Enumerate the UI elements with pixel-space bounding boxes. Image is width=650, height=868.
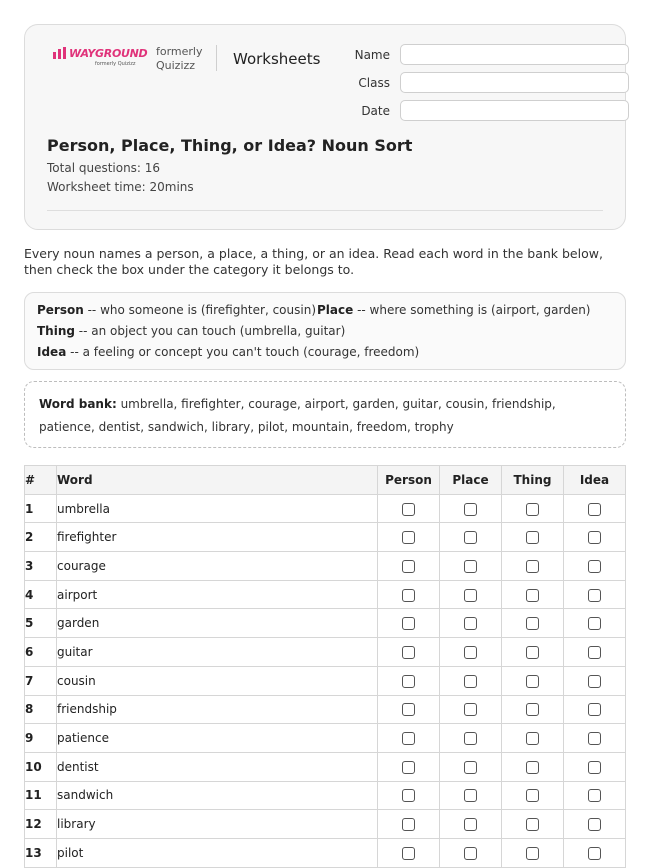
place-checkbox[interactable] [464,847,477,860]
word-bank-words: umbrella, firefighter, courage, airport, garden, guitar, cousin, friendship, patience, dentist, sandwich, library, pilot, mountain, freedom, trophy [39,397,556,434]
thing-cell [502,724,564,753]
row-word: firefighter [57,523,378,552]
date-field[interactable] [400,100,629,121]
word-bank [24,381,626,448]
person-checkbox[interactable] [402,560,415,573]
table-row [25,494,626,523]
thing-cell [502,494,564,523]
person-cell [378,494,440,523]
header-divider [216,45,217,71]
thing-checkbox[interactable] [526,761,539,774]
person-cell [378,552,440,581]
place-cell [440,838,502,867]
row-word: dentist [57,752,378,781]
idea-cell [564,638,626,667]
thing-checkbox[interactable] [526,560,539,573]
row-word: pilot [57,838,378,867]
thing-checkbox[interactable] [526,675,539,688]
thing-cell [502,666,564,695]
idea-checkbox[interactable] [588,703,601,716]
idea-checkbox[interactable] [588,503,601,516]
place-cell [440,781,502,810]
person-checkbox[interactable] [402,732,415,745]
row-word: sandwich [57,781,378,810]
thing-cell [502,552,564,581]
place-cell [440,695,502,724]
place-checkbox[interactable] [464,789,477,802]
logo-bars-icon [53,47,69,59]
date-label: Date [361,104,390,118]
row-word: guitar [57,638,378,667]
person-cell [378,638,440,667]
place-checkbox[interactable] [464,589,477,602]
table-row [25,724,626,753]
idea-checkbox[interactable] [588,531,601,544]
idea-checkbox[interactable] [588,617,601,630]
row-word: friendship [57,695,378,724]
table-header-row [25,466,626,495]
thing-cell [502,580,564,609]
place-checkbox[interactable] [464,531,477,544]
header-place: Place [440,466,502,495]
noun-sort-table [24,465,626,868]
idea-cell [564,666,626,695]
definition-idea: Idea -- a feeling or concept you can't touch (courage, freedom) [37,345,420,359]
row-word: airport [57,580,378,609]
table-row [25,666,626,695]
thing-checkbox[interactable] [526,617,539,630]
place-checkbox[interactable] [464,560,477,573]
person-checkbox[interactable] [402,761,415,774]
wayground-logo [53,47,148,73]
idea-checkbox[interactable] [588,675,601,688]
idea-cell [564,609,626,638]
name-label: Name [354,48,390,62]
thing-cell [502,638,564,667]
person-checkbox[interactable] [402,789,415,802]
header-idea: Idea [564,466,626,495]
worksheet-time: Worksheet time: 20mins [47,180,194,194]
definition-person: Person -- who someone is (firefighter, cousin) [37,303,316,317]
thing-checkbox[interactable] [526,503,539,516]
section-title: Worksheets [233,50,321,68]
idea-cell [564,695,626,724]
person-cell [378,838,440,867]
place-checkbox[interactable] [464,646,477,659]
row-number: 2 [25,523,57,552]
row-word: cousin [57,666,378,695]
row-number: 7 [25,666,57,695]
place-cell [440,638,502,667]
place-cell [440,552,502,581]
row-number: 1 [25,494,57,523]
place-checkbox[interactable] [464,732,477,745]
person-checkbox[interactable] [402,703,415,716]
row-word: umbrella [57,494,378,523]
idea-cell [564,838,626,867]
person-cell [378,724,440,753]
worksheet-title: Person, Place, Thing, or Idea? Noun Sort [47,136,413,155]
person-checkbox[interactable] [402,847,415,860]
person-checkbox[interactable] [402,675,415,688]
idea-cell [564,781,626,810]
table-row [25,695,626,724]
table-row [25,580,626,609]
person-cell [378,609,440,638]
logo-text: WAYGROUND [69,47,148,60]
definition-thing: Thing -- an object you can touch (umbrella, guitar) [37,324,346,338]
thing-checkbox[interactable] [526,847,539,860]
table-row [25,810,626,839]
thing-cell [502,752,564,781]
place-checkbox[interactable] [464,761,477,774]
row-number: 3 [25,552,57,581]
thing-cell [502,695,564,724]
place-cell [440,666,502,695]
row-word: garden [57,609,378,638]
idea-checkbox[interactable] [588,560,601,573]
thing-cell [502,810,564,839]
place-checkbox[interactable] [464,675,477,688]
place-checkbox[interactable] [464,617,477,630]
row-word: library [57,810,378,839]
idea-checkbox[interactable] [588,761,601,774]
thing-checkbox[interactable] [526,531,539,544]
idea-cell [564,724,626,753]
person-checkbox[interactable] [402,646,415,659]
idea-checkbox[interactable] [588,818,601,831]
thing-checkbox[interactable] [526,818,539,831]
idea-cell [564,523,626,552]
thing-cell [502,838,564,867]
header-word: Word [57,466,378,495]
place-cell [440,609,502,638]
idea-cell [564,580,626,609]
total-questions: Total questions: 16 [47,161,161,175]
idea-checkbox[interactable] [588,732,601,745]
person-cell [378,666,440,695]
thing-checkbox[interactable] [526,646,539,659]
thing-checkbox[interactable] [526,789,539,802]
place-cell [440,724,502,753]
row-number: 6 [25,638,57,667]
thing-checkbox[interactable] [526,732,539,745]
word-bank-label: Word bank: [39,397,117,411]
row-number: 13 [25,838,57,867]
formerly-note: formerly Quizizz [156,45,203,72]
place-cell [440,523,502,552]
row-number: 8 [25,695,57,724]
idea-cell [564,494,626,523]
definitions-box [24,292,626,370]
idea-cell [564,552,626,581]
person-cell [378,752,440,781]
person-cell [378,781,440,810]
person-cell [378,810,440,839]
thing-cell [502,609,564,638]
idea-checkbox[interactable] [588,646,601,659]
header-person: Person [378,466,440,495]
table-row [25,609,626,638]
worksheet-header [24,24,626,230]
name-field[interactable] [400,44,629,65]
place-cell [440,494,502,523]
row-number: 9 [25,724,57,753]
place-checkbox[interactable] [464,503,477,516]
thing-cell [502,523,564,552]
table-row [25,838,626,867]
table-row [25,638,626,667]
header-rule [47,210,603,211]
place-cell [440,580,502,609]
idea-checkbox[interactable] [588,789,601,802]
idea-checkbox[interactable] [588,589,601,602]
person-checkbox[interactable] [402,818,415,831]
idea-cell [564,752,626,781]
definition-place: Place -- where something is (airport, garden) [317,303,591,317]
table-row [25,523,626,552]
place-checkbox[interactable] [464,818,477,831]
idea-cell [564,810,626,839]
person-cell [378,695,440,724]
thing-cell [502,781,564,810]
person-checkbox[interactable] [402,617,415,630]
class-field[interactable] [400,72,629,93]
header-thing: Thing [502,466,564,495]
thing-checkbox[interactable] [526,589,539,602]
row-word: courage [57,552,378,581]
row-number: 4 [25,580,57,609]
place-cell [440,752,502,781]
place-checkbox[interactable] [464,703,477,716]
table-row [25,752,626,781]
header-number: # [25,466,57,495]
person-checkbox[interactable] [402,589,415,602]
table-row [25,552,626,581]
place-cell [440,810,502,839]
row-word: patience [57,724,378,753]
person-checkbox[interactable] [402,503,415,516]
person-cell [378,580,440,609]
instructions-text: Every noun names a person, a place, a thing, or an idea. Read each word in the bank below, then check the box under the category it belongs to. [24,246,603,277]
person-cell [378,523,440,552]
idea-checkbox[interactable] [588,847,601,860]
logo-subtext: formerly Quizizz [95,61,136,67]
person-checkbox[interactable] [402,531,415,544]
row-number: 11 [25,781,57,810]
table-row [25,781,626,810]
thing-checkbox[interactable] [526,703,539,716]
class-label: Class [358,76,390,90]
row-number: 10 [25,752,57,781]
row-number: 12 [25,810,57,839]
row-number: 5 [25,609,57,638]
